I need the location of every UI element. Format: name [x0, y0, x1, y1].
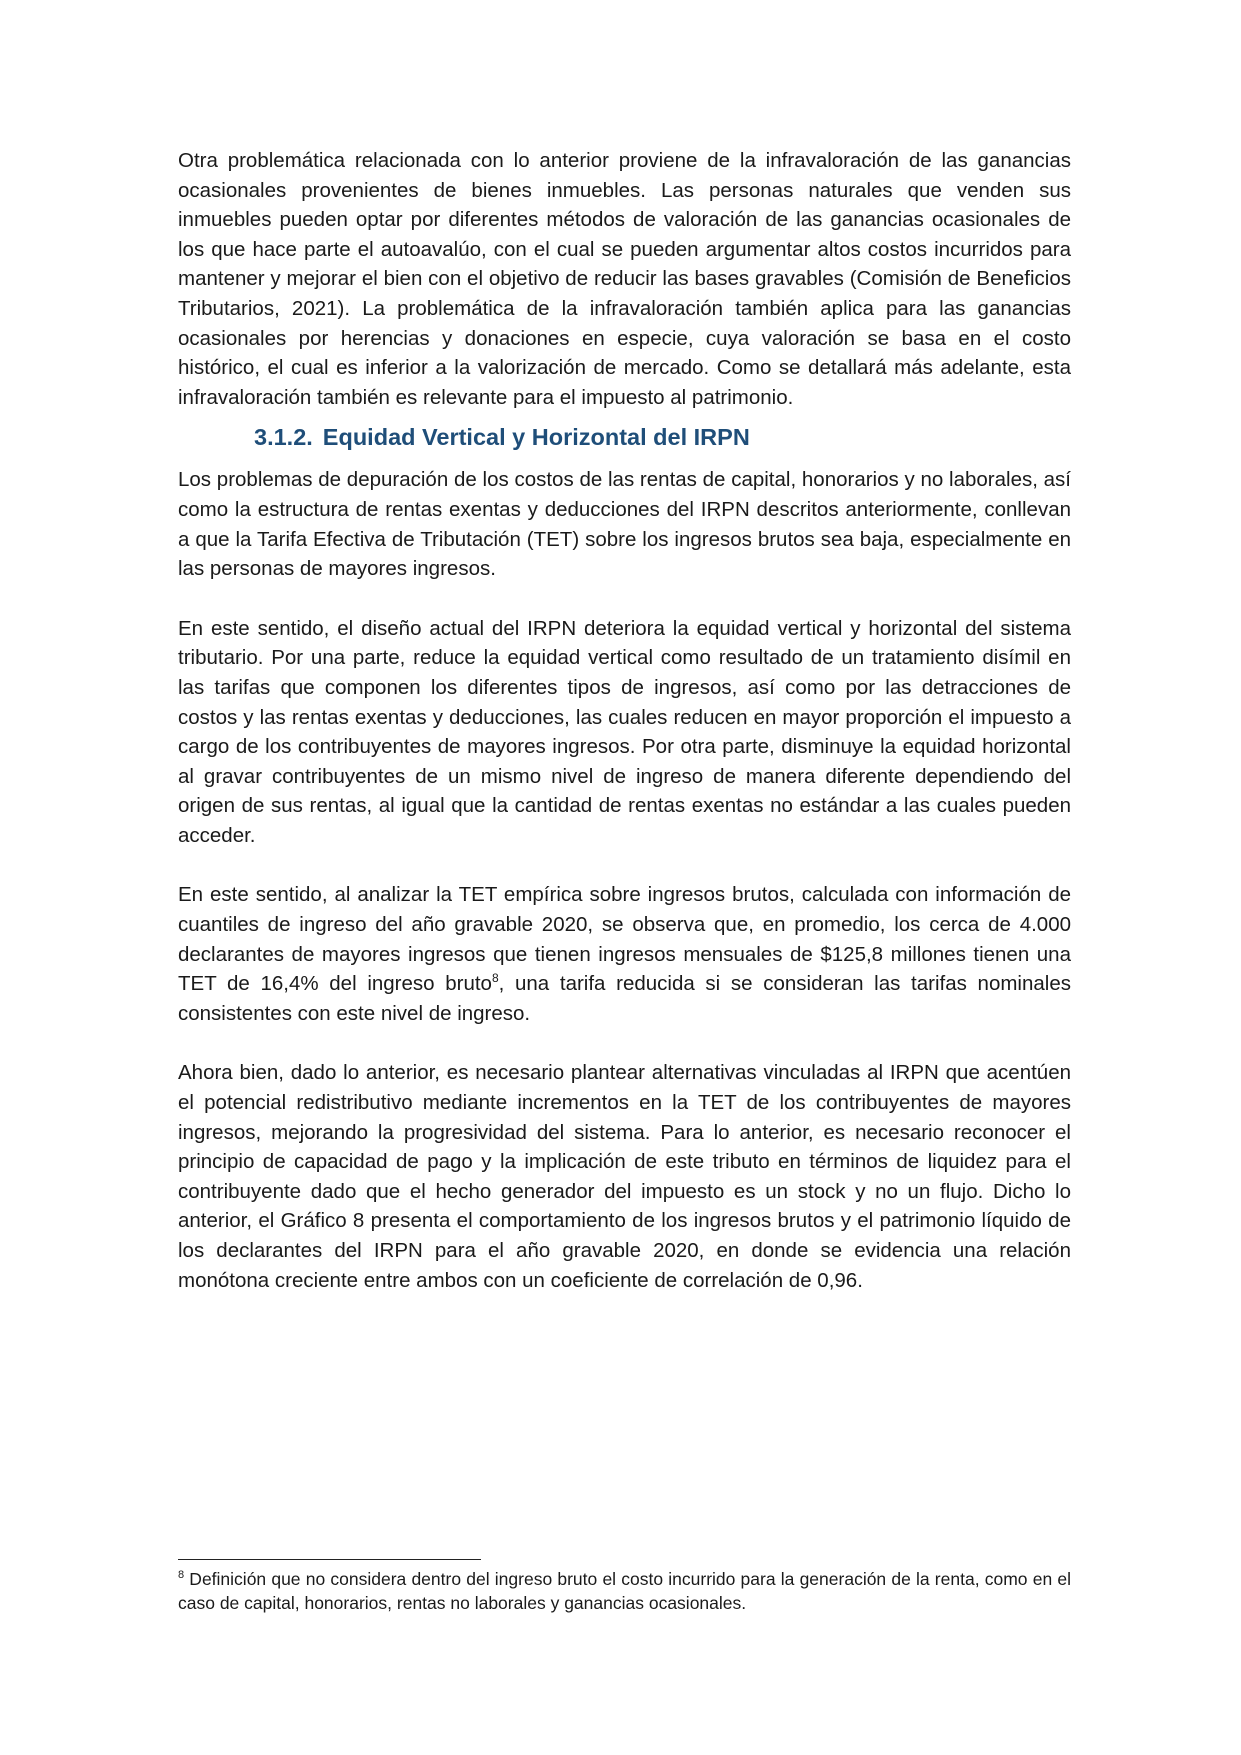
section-title: Equidad Vertical y Horizontal del IRPN: [322, 424, 750, 451]
footnote-reference: 8: [491, 971, 499, 986]
paragraph-depuracion: Los problemas de depuración de los costos de las rentas de capital, honorarios y no laborales, así como la estructura de rentas exentas y deducciones del IRPN descritos anteriormente, conllevan a que la Tarifa Efectiva de Tributación (TET) sobre los ingresos brutos sea baja, especialmente en las personas de mayores ingresos.: [178, 468, 1071, 581]
footnote-marker: 8: [178, 1569, 185, 1582]
footnote-text: Definición que no considera dentro del ingreso bruto el costo incurrido para la generación de la renta, como en el caso de capital, honorarios, rentas no laborales y ganancias ocasionales.: [178, 1569, 1071, 1613]
tet-text-before: En este sentido, al analizar la TET empírica sobre ingresos brutos, calculada con información de cuantiles de ingreso del año gravable 2020, se observa que, en promedio, los cerca de 4.000 declarantes de mayores ingresos que tienen ingresos mensuales de $125,8 millones tienen una TET de 16,4% del ingreso bruto: [178, 883, 1071, 996]
footnote-separator: [178, 1559, 481, 1560]
section-number: 3.1.2.: [254, 424, 313, 451]
section-heading: [254, 422, 1071, 452]
paragraph-infravaloracion: Otra problemática relacionada con lo anterior proviene de la infravaloración de las ganancias ocasionales provenientes de bienes inmuebles. Las personas naturales que venden sus inmuebles pueden optar por diferentes métodos de valoración de las ganancias ocasionales de los que hace parte el autoavalúo, con el cual se pueden argumentar altos costos incurridos para mantener y mejorar el bien con el objetivo de reducir las bases gravables (Comisión de Beneficios Tributarios, 2021). La problemática de la infravaloración también aplica para las ganancias ocasionales por herencias y donaciones en especie, cuya valoración se basa en el costo histórico, el cual es inferior a la valorización de mercado. Como se detallará más adelante, esta infravaloración también es relevante para el impuesto al patrimonio.: [178, 149, 1071, 409]
footnote: [178, 1568, 1071, 1615]
paragraph-equidad: En este sentido, el diseño actual del IRPN deteriora la equidad vertical y horizontal del sistema tributario. Por una parte, reduce la equidad vertical como resultado de un tratamiento disímil en las tarifas que componen los diferentes tipos de ingresos, así como por las detracciones de costos y las rentas exentas y deducciones, las cuales reducen en mayor proporción el impuesto a cargo de los contribuyentes de mayores ingresos. Por otra parte, disminuye la equidad horizontal al gravar contribuyentes de un mismo nivel de ingreso de manera diferente dependiendo del origen de sus rentas, al igual que la cantidad de rentas exentas no estándar a las cuales pueden acceder.: [178, 616, 1071, 847]
paragraph-alternativas: Ahora bien, dado lo anterior, es necesario plantear alternativas vinculadas al IRPN que acentúen el potencial redistributivo mediante incrementos en la TET de los contribuyentes de mayores ingresos, mejorando la progresividad del sistema. Para lo anterior, es necesario reconocer el principio de capacidad de pago y la implicación de este tributo en términos de liquidez para el contribuyente dado que el hecho generador del impuesto es un stock y no un flujo. Dicho lo anterior, el Gráfico 8 presenta el comportamiento de los ingresos brutos y el patrimonio líquido de los declarantes del IRPN para el año gravable 2020, en donde se evidencia una relación monótona creciente entre ambos con un coeficiente de correlación de 0,96.: [178, 1061, 1071, 1292]
tet-text-after: , una tarifa reducida si se consideran las tarifas nominales consistentes con este nivel de ingreso.: [178, 972, 1071, 1025]
document-body: [178, 146, 1071, 1295]
paragraph-tet-empirica: [178, 880, 1071, 1028]
